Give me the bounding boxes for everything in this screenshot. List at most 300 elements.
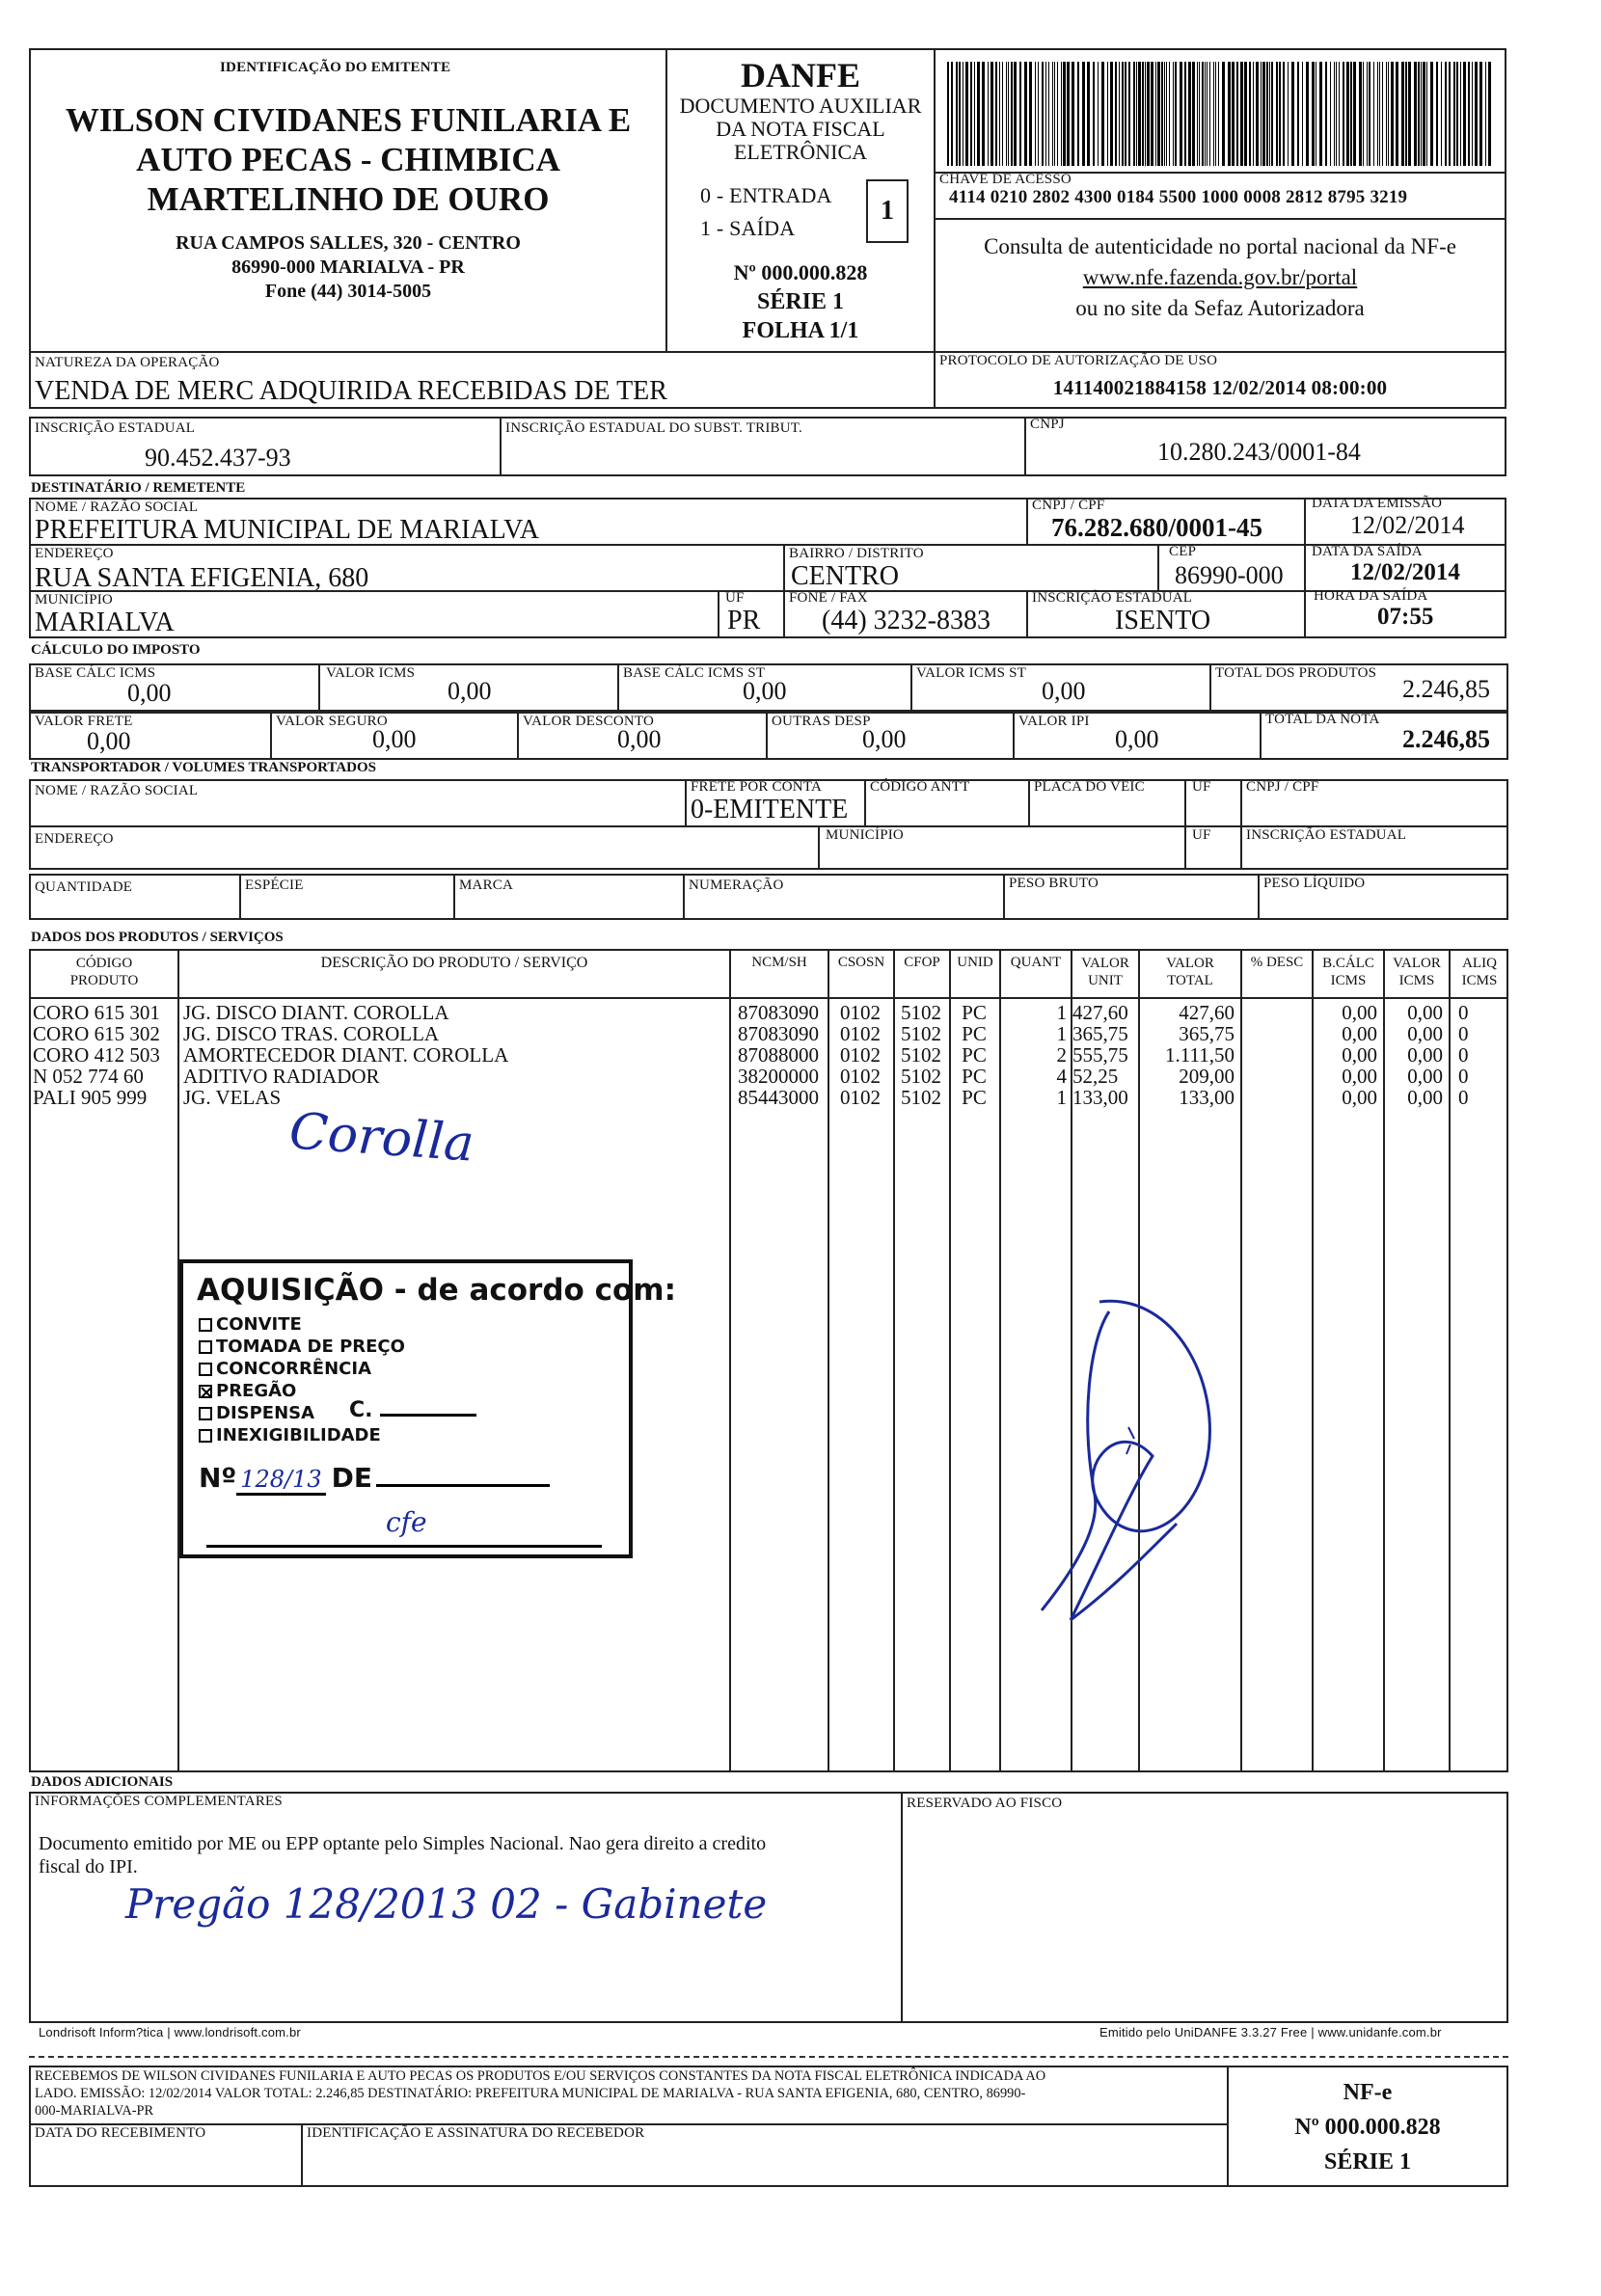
emitente-label: IDENTIFICAÇÃO DO EMITENTE	[220, 60, 451, 75]
hdr-aliq-1: ALIQ	[1462, 956, 1497, 971]
produto-vunit: 133,00	[1072, 1086, 1128, 1109]
hdr-desc: % DESC	[1250, 955, 1304, 970]
barcode-bar	[1350, 62, 1352, 166]
frete-value: 0,00	[87, 727, 131, 755]
barcode-bar	[1359, 62, 1362, 166]
hdr-descricao: DESCRIÇÃO DO PRODUTO / SERVIÇO	[320, 955, 588, 971]
transp-ie-label: INSCRIÇÃO ESTADUAL	[1246, 827, 1407, 843]
barcode-bar	[1142, 62, 1144, 166]
barcode-bar	[1382, 62, 1383, 166]
dest-hora-label: HORA DA SAÍDA	[1314, 588, 1428, 604]
barcode-bar	[1006, 62, 1007, 166]
barcode-bar	[1421, 62, 1422, 166]
barcode-bar	[956, 62, 958, 166]
transp-marca-label: MARCA	[459, 878, 514, 893]
hdr-vicms	[1385, 955, 1449, 989]
barcode-bar	[1199, 62, 1200, 166]
chave-consulta	[936, 231, 1505, 324]
barcode-bar	[1266, 62, 1268, 166]
danfe-numero: Nº 000.000.828	[733, 260, 868, 284]
imposto-div-9	[1260, 710, 1262, 760]
barcode-bar	[1353, 62, 1356, 166]
barcode-bar	[999, 62, 1000, 166]
barcode-bar	[1101, 62, 1104, 166]
barcode-bar	[1169, 62, 1170, 166]
carimbo-c	[349, 1398, 476, 1422]
produto-vunit: 52,25	[1072, 1065, 1119, 1088]
dest-end-value: RUA SANTA EFIGENIA, 680	[35, 563, 369, 593]
barcode-bar	[1192, 62, 1195, 166]
canhoto-assinatura-label: IDENTIFICAÇÃO E ASSINATURA DO RECEBEDOR	[307, 2125, 645, 2141]
dest-saida-value: 12/02/2014	[1350, 559, 1460, 585]
dest-cnpj-value: 76.282.680/0001-45	[1051, 513, 1262, 542]
hdr-codigo-2: PRODUTO	[69, 973, 139, 988]
produto-ncm: 38200000	[738, 1065, 819, 1088]
transp-uf-label: UF	[1192, 779, 1211, 795]
barcode-bar	[1391, 62, 1394, 166]
hdr-vunit	[1072, 955, 1138, 989]
transp-div-3	[1028, 779, 1030, 827]
base-st-label: BASE CÁLC ICMS ST	[623, 665, 766, 681]
barcode-bar	[1042, 62, 1044, 166]
barcode-bar	[1405, 62, 1407, 166]
imposto-div-1	[318, 663, 320, 714]
total-prod-label: TOTAL DOS PRODUTOS	[1215, 665, 1377, 681]
transp-peso-liquido-label: PESO LÍQUIDO	[1263, 876, 1366, 891]
produto-aliq: 0	[1458, 1065, 1469, 1088]
produto-aliq: 0	[1458, 1043, 1469, 1067]
barcode-bar	[1002, 62, 1003, 166]
barcode-bar	[1202, 62, 1204, 166]
barcode-bar	[1045, 62, 1046, 166]
rodape-right: Emitido pelo UniDANFE 3.3.27 Free | www.unidanfe.com.br	[1099, 2025, 1442, 2039]
emitente-name	[39, 100, 658, 219]
transp-municipio-label: MUNICÍPIO	[826, 827, 904, 843]
produto-csosn: 0102	[840, 1001, 881, 1024]
barcode-bar	[1319, 62, 1322, 166]
produto-cfop: 5102	[901, 1065, 941, 1088]
carimbo-c-label: C.	[349, 1398, 373, 1422]
nota-manuscrita: Pregão 128/2013 02 - Gabinete	[125, 1880, 768, 1928]
col-div-vicms	[1449, 949, 1451, 1772]
produto-unid: PC	[962, 1086, 987, 1109]
checkbox-icon	[199, 1429, 212, 1443]
barcode-bar	[1373, 62, 1374, 166]
barcode-bar	[1236, 62, 1238, 166]
dest-hora-value: 07:55	[1377, 604, 1434, 630]
hdr-unid: UNID	[957, 955, 993, 970]
barcode-bar	[1423, 62, 1425, 166]
dest-bairro-label: BAIRRO / DISTRITO	[789, 546, 924, 561]
produto-vtotal: 1.111,50	[1165, 1043, 1235, 1067]
info-text	[39, 1832, 766, 1878]
barcode-bar	[1449, 62, 1451, 166]
canhoto-texto-2: LADO. EMISSÃO: 12/02/2014 VALOR TOTAL: 2.246,85 DESTINATÁRIO: PREFEITURA MUNICIPAL DE MARIALVA - RUA SANTA EFIGENIA, 680, CENTRO, 86990-	[35, 2086, 1026, 2101]
barcode-bar	[1180, 62, 1182, 166]
produto-descricao: AMORTECEDOR DIANT. COROLLA	[183, 1043, 509, 1067]
barcode-bar	[1276, 62, 1278, 166]
transp-div-12	[1003, 874, 1005, 920]
ie-label: INSCRIÇÃO ESTADUAL	[35, 420, 196, 436]
barcode-bar	[1057, 62, 1058, 166]
dest-cep-label: CEP	[1169, 544, 1197, 559]
barcode-bar	[1269, 62, 1270, 166]
barcode-bar	[1377, 62, 1378, 166]
produto-csosn: 0102	[840, 1043, 881, 1067]
produto-vicms: 0,00	[1407, 1086, 1443, 1109]
produto-ncm: 87083090	[738, 1022, 819, 1045]
barcode-bar	[1107, 62, 1108, 166]
barcode-bar	[1035, 62, 1036, 166]
produto-codigo: CORO 615 301	[33, 1001, 160, 1024]
produto-bcalc: 0,00	[1342, 1086, 1377, 1109]
transp-uf2-label: UF	[1192, 827, 1211, 843]
ie-value: 90.452.437-93	[145, 444, 291, 472]
hdr-aliq-2: ICMS	[1461, 973, 1498, 988]
barcode-bar	[1157, 62, 1160, 166]
barcode-bar	[1175, 62, 1177, 166]
base-icms-label: BASE CÁLC ICMS	[35, 665, 156, 681]
barcode-bar	[1261, 62, 1262, 166]
checkbox-icon	[199, 1340, 212, 1354]
barcode-bar	[1312, 62, 1315, 166]
carimbo-option-label: DISPENSA	[216, 1403, 315, 1423]
barcode-bar	[1125, 62, 1126, 166]
dest-end-label: ENDEREÇO	[35, 546, 114, 561]
produto-ncm: 85443000	[738, 1086, 819, 1109]
barcode-bar	[1488, 62, 1491, 166]
hdr-bcalc	[1314, 955, 1383, 989]
barcode-bar	[965, 62, 968, 166]
info-text-2: fiscal do IPI.	[39, 1856, 138, 1877]
barcode-bar	[1302, 62, 1303, 166]
carimbo-de: DE	[331, 1462, 373, 1494]
desconto-value: 0,00	[617, 725, 662, 753]
canhoto-texto-3: 000-MARIALVA-PR	[35, 2103, 154, 2119]
hdr-quant: QUANT	[1010, 955, 1062, 970]
produto-cfop: 5102	[901, 1086, 941, 1109]
hdr-vtotal	[1140, 955, 1240, 989]
barcode-bar	[1209, 62, 1210, 166]
barcode-bar	[1291, 62, 1294, 166]
produto-vicms: 0,00	[1407, 1043, 1443, 1067]
barcode-bar	[1119, 62, 1120, 166]
dest-fone-value: (44) 3232-8383	[822, 606, 990, 635]
barcode-bar	[1418, 62, 1420, 166]
emitente-name-line2: AUTO PECAS - CHIMBICA	[136, 141, 560, 178]
transp-div-10	[453, 874, 455, 920]
barcode-bar	[1297, 62, 1299, 166]
ipi-label: VALOR IPI	[1018, 714, 1090, 729]
base-icms-value: 0,00	[127, 679, 172, 707]
danfe-entrada: 0 - ENTRADA	[700, 183, 832, 207]
barcode-bar	[1232, 62, 1235, 166]
cnpj-label: CNPJ	[1030, 417, 1065, 432]
barcode-bar	[1115, 62, 1117, 166]
barcode-bar	[1306, 62, 1309, 166]
carimbo-rubrica: cfe	[386, 1506, 427, 1538]
hdr-vunit-2: UNIT	[1088, 973, 1123, 988]
transp-div-8	[1240, 825, 1242, 870]
emitente-address: RUA CAMPOS SALLES, 320 - CENTRO	[176, 232, 521, 254]
produto-quant: 1	[1056, 1086, 1067, 1109]
barcode-bar	[1271, 62, 1273, 166]
barcode-bar	[1207, 62, 1208, 166]
transp-especie-label: ESPÉCIE	[245, 878, 304, 893]
carimbo-c-line	[380, 1414, 476, 1417]
carimbo-option	[199, 1358, 405, 1380]
barcode-bar	[1093, 62, 1095, 166]
imposto-div-6	[517, 710, 519, 760]
hdr-cfop: CFOP	[904, 955, 940, 970]
barcode-bar	[1067, 62, 1070, 166]
cnpj-value: 10.280.243/0001-84	[1157, 438, 1361, 466]
barcode-bar	[1472, 62, 1473, 166]
transp-div-13	[1258, 874, 1260, 920]
dest-cep-value: 86990-000	[1175, 561, 1284, 589]
barcode-bar	[1346, 62, 1349, 166]
barcode-bar	[1077, 62, 1079, 166]
produto-cfop: 5102	[901, 1001, 941, 1024]
barcode-bar	[1008, 62, 1009, 166]
produto-vunit: 365,75	[1072, 1022, 1128, 1045]
transp-div-9	[239, 874, 241, 920]
produtos-section: DADOS DOS PRODUTOS / SERVIÇOS	[31, 930, 284, 945]
hdr-codigo-1: CÓDIGO	[75, 956, 133, 971]
dest-uf-value: PR	[727, 606, 761, 635]
hdr-codigo	[31, 955, 177, 989]
checkbox-icon	[199, 1363, 212, 1376]
barcode-bar	[1019, 62, 1021, 166]
produto-codigo: N 052 774 60	[33, 1065, 144, 1088]
natureza-value: VENDA DE MERC ADQUIRIDA RECEBIDAS DE TER	[35, 376, 667, 406]
transp-div-1	[685, 779, 687, 827]
barcode-bar	[1379, 62, 1380, 166]
danfe-subtitle3: ELETRÔNICA	[733, 140, 868, 164]
barcode-bar	[1014, 62, 1017, 166]
barcode-bar	[1161, 62, 1163, 166]
dest-uf-label: UF	[725, 590, 745, 606]
outras-label: OUTRAS DESP	[772, 714, 871, 729]
base-st-value: 0,00	[743, 677, 787, 705]
barcode-bar	[1445, 62, 1447, 166]
carimbo-option	[199, 1424, 405, 1446]
valor-icms-value: 0,00	[448, 677, 492, 705]
chave-consulta2: ou no site da Sefaz Autorizadora	[1075, 296, 1365, 320]
emitente-name-line1: WILSON CIVIDANES FUNILARIA E	[65, 101, 632, 139]
canhoto-numero: Nº 000.000.828	[1294, 2115, 1441, 2140]
produto-vtotal: 133,00	[1179, 1086, 1235, 1109]
produto-descricao: ADITIVO RADIADOR	[183, 1065, 380, 1088]
produto-vtotal: 365,75	[1179, 1022, 1235, 1045]
produto-bcalc: 0,00	[1342, 1043, 1377, 1067]
total-prod-value: 2.246,85	[1402, 675, 1490, 703]
danfe-title-block	[667, 56, 934, 164]
barcode-bar	[1249, 62, 1251, 166]
barcode-bar	[1288, 62, 1289, 166]
barcode-bar	[1262, 62, 1265, 166]
barcode-bar	[1330, 62, 1331, 166]
transp-quantidade-label: QUANTIDADE	[35, 879, 133, 895]
col-div-vtotal	[1240, 949, 1242, 1772]
produto-codigo: CORO 615 302	[33, 1022, 160, 1045]
barcode-bar	[1063, 62, 1066, 166]
barcode-bar	[947, 62, 949, 166]
transp-frete-label: FRETE POR CONTA	[691, 779, 822, 795]
barcode-bar	[1147, 62, 1150, 166]
barcode-bar	[988, 62, 989, 166]
carimbo-options	[199, 1313, 405, 1446]
chave-label: CHAVE DE ACESSO	[939, 172, 1072, 187]
carimbo-aquisicao	[179, 1259, 676, 1558]
produto-bcalc: 0,00	[1342, 1022, 1377, 1045]
dest-saida-label: DATA DA SAÍDA	[1312, 544, 1423, 559]
produto-quant: 2	[1056, 1043, 1067, 1067]
imposto-div-3	[910, 663, 912, 714]
canhoto-divider	[29, 2056, 1508, 2058]
imposto-div-7	[766, 710, 768, 760]
transp-antt-label: CÓDIGO ANTT	[870, 779, 970, 795]
danfe-subtitle1: DOCUMENTO AUXILIAR	[679, 94, 922, 118]
barcode-bar	[1082, 62, 1085, 166]
seguro-value: 0,00	[372, 725, 417, 753]
barcode-bar	[1087, 62, 1090, 166]
barcode-bar	[1197, 62, 1198, 166]
carimbo-option-label: INEXIGIBILIDADE	[216, 1425, 381, 1445]
barcode-bar	[1253, 62, 1254, 166]
barcode-bar	[1468, 62, 1470, 166]
transp-numeracao-label: NUMERAÇÃO	[689, 878, 784, 893]
carimbo-numero: 128/13	[236, 1466, 325, 1496]
barcode-bar	[1048, 62, 1049, 166]
carimbo-numero-prefix: Nº	[199, 1462, 237, 1494]
barcode-bar	[1188, 62, 1191, 166]
barcode-bar	[1061, 62, 1062, 166]
ipi-value: 0,00	[1115, 725, 1159, 753]
barcode-bar	[1166, 62, 1167, 166]
produto-csosn: 0102	[840, 1022, 881, 1045]
fisco-label: RESERVADO AO FISCO	[907, 1796, 1063, 1811]
produto-ncm: 87088000	[738, 1043, 819, 1067]
produtos-header-line	[29, 997, 1508, 999]
valor-st-label: VALOR ICMS ST	[916, 665, 1027, 681]
carimbo-option-label: TOMADA DE PREÇO	[216, 1337, 405, 1357]
barcode-bar	[1244, 62, 1247, 166]
imposto-div-8	[1013, 710, 1015, 760]
produto-vicms: 0,00	[1407, 1065, 1443, 1088]
hdr-bcalc-1: B.CÁLC	[1322, 956, 1374, 971]
carimbo-date-line	[376, 1484, 550, 1487]
produto-cfop: 5102	[901, 1043, 941, 1067]
ie-st-label: INSCRIÇÃO ESTADUAL DO SUBST. TRIBUT.	[505, 420, 802, 436]
transp-peso-bruto-label: PESO BRUTO	[1009, 876, 1099, 891]
barcode-bar	[1401, 62, 1404, 166]
chave-portal[interactable]: www.nfe.fazenda.gov.br/portal	[1082, 265, 1358, 289]
chave-consulta1: Consulta de autenticidade no portal nacional da NF-e	[984, 234, 1456, 258]
outras-value: 0,00	[862, 725, 907, 753]
emitente-name-line3: MARTELINHO DE OURO	[147, 180, 550, 218]
adicionais-section: DADOS ADICIONAIS	[31, 1774, 174, 1790]
produto-quant: 1	[1056, 1022, 1067, 1045]
barcode-bar	[1151, 62, 1153, 166]
barcode-bar	[1283, 62, 1285, 166]
barcode-bar	[1213, 62, 1214, 166]
produto-unid: PC	[962, 1022, 987, 1045]
transp-div-7	[1184, 825, 1186, 870]
transp-endereco-label: ENDEREÇO	[35, 831, 114, 847]
imposto-div-2	[617, 663, 619, 714]
transporte-section: TRANSPORTADOR / VOLUMES TRANSPORTADOS	[31, 760, 377, 775]
dest-emissao-value: 12/02/2014	[1350, 511, 1465, 539]
carimbo-bottom-line	[206, 1545, 602, 1548]
transp-frete-value: 0-EMITENTE	[691, 795, 849, 824]
barcode-bar	[1098, 62, 1099, 166]
barcode-bar	[1426, 62, 1427, 166]
barcode-bar	[1054, 62, 1055, 166]
hdr-aliq	[1451, 955, 1508, 989]
hdr-vunit-1: VALOR	[1081, 956, 1129, 971]
natureza-label: NATUREZA DA OPERAÇÃO	[35, 355, 220, 370]
dest-ie-value: ISENTO	[1115, 606, 1211, 635]
destinatario-section: DESTINATÁRIO / REMETENTE	[31, 480, 246, 496]
valor-st-value: 0,00	[1042, 677, 1086, 705]
dest-mun-label: MUNICÍPIO	[35, 592, 113, 608]
danfe-numero-block	[667, 258, 934, 345]
barcode-bar	[1396, 62, 1398, 166]
barcode-bar	[1367, 62, 1368, 166]
danfe-title: DANFE	[741, 56, 860, 95]
produto-quant: 4	[1056, 1065, 1067, 1088]
checked-box-icon	[199, 1385, 212, 1398]
barcode-bar	[1052, 62, 1053, 166]
hdr-csosn: CSOSN	[837, 955, 885, 970]
checkbox-icon	[199, 1407, 212, 1420]
barcode-bar	[1408, 62, 1411, 166]
produto-descricao: JG. VELAS	[183, 1086, 282, 1109]
barcode-bar	[1336, 62, 1337, 166]
emitente-phone: Fone (44) 3014-5005	[264, 281, 432, 302]
transp-div-4	[1184, 779, 1186, 827]
barcode-bar	[1205, 62, 1206, 166]
hdr-vicms-2: ICMS	[1398, 973, 1435, 988]
valor-icms-label: VALOR ICMS	[326, 665, 416, 681]
produto-csosn: 0102	[840, 1086, 881, 1109]
produto-descricao: JG. DISCO DIANT. COROLLA	[183, 1001, 449, 1024]
barcode-bar	[982, 62, 985, 166]
carimbo-option	[199, 1336, 405, 1358]
danfe-serie: SÉRIE 1	[756, 289, 845, 314]
barcode-bar	[1363, 62, 1364, 166]
carimbo-option	[199, 1313, 405, 1336]
produto-bcalc: 0,00	[1342, 1065, 1377, 1088]
emitente-city: 86990-000 MARIALVA - PR	[231, 257, 465, 278]
transp-cnpj-label: CNPJ / CPF	[1246, 779, 1319, 795]
barcode-bar	[1339, 62, 1340, 166]
produto-vicms: 0,00	[1407, 1001, 1443, 1024]
canhoto-nfe-block	[1229, 2075, 1506, 2179]
produto-codigo: CORO 412 503	[33, 1043, 160, 1067]
dest-cnpj-label: CNPJ / CPF	[1032, 498, 1105, 513]
carimbo-option-label: CONCORRÊNCIA	[216, 1359, 372, 1379]
info-text-1: Documento emitido por ME ou EPP optante pelo Simples Nacional. Nao gera direito a credito	[39, 1833, 767, 1854]
canhoto-serie: SÉRIE 1	[1323, 2149, 1412, 2174]
transp-div-2	[864, 779, 866, 827]
barcode-bar	[1388, 62, 1389, 166]
produto-csosn: 0102	[840, 1065, 881, 1088]
produto-quant: 1	[1056, 1001, 1067, 1024]
barcode-bar	[1453, 62, 1455, 166]
hdr-vtotal-1: VALOR	[1166, 956, 1214, 971]
